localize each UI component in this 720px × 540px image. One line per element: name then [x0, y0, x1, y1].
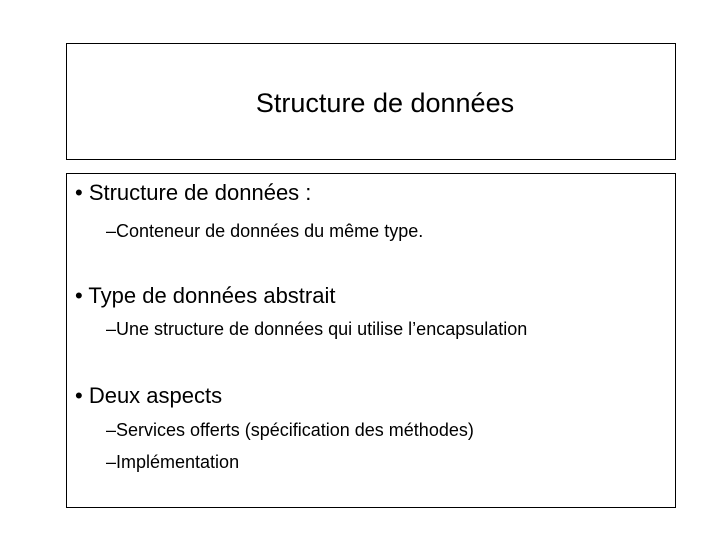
slide-title: Structure de données [255, 87, 515, 118]
bullet-structure-de-donnees: • Structure de données : [75, 180, 312, 205]
sub-item-conteneur: –Conteneur de données du même type. [106, 221, 424, 241]
bullet-deux-aspects: • Deux aspects [75, 383, 223, 408]
sub-item-services: –Services offerts (spécification des méthodes) [106, 420, 474, 440]
sub-item-encapsulation: –Une structure de données qui utilise l’encapsulation [106, 319, 528, 339]
slide-title-box [66, 43, 676, 160]
bullet-type-abstrait: • Type de données abstrait [75, 283, 336, 308]
slide-content-box [66, 173, 676, 508]
sub-item-implementation: –Implémentation [106, 452, 240, 472]
